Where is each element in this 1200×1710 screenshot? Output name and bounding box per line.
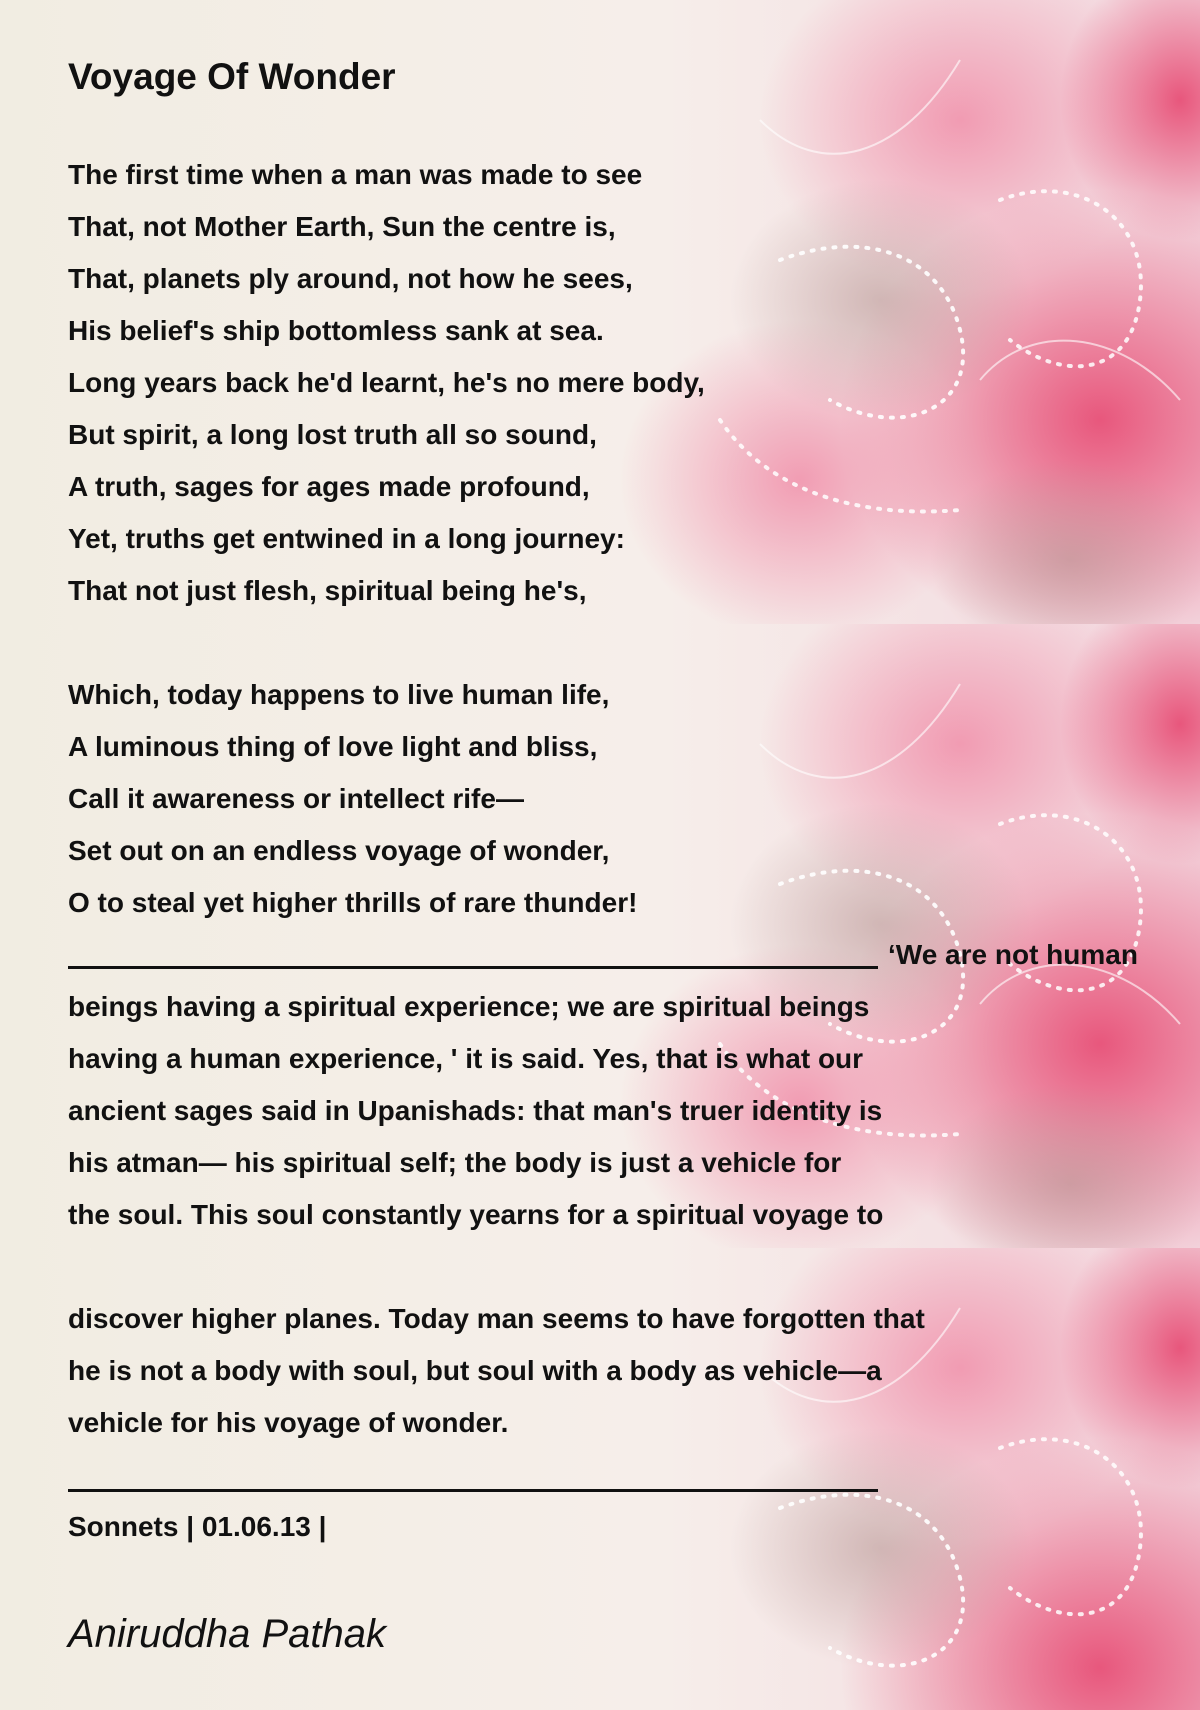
note-line: having a human experience, ' it is said. Yes, that is what our: [68, 1043, 864, 1074]
poem-line: Which, today happens to live human life,: [68, 679, 610, 710]
footer-divider: [68, 1489, 878, 1492]
poem-category-date: Sonnets | 01.06.13 |: [68, 1511, 327, 1542]
note-line: ancient sages said in Upanishads: that man's truer identity is: [68, 1095, 883, 1126]
note-line: beings having a spiritual experience; we are spiritual beings: [68, 991, 870, 1022]
poem-line: A luminous thing of love light and bliss,: [68, 731, 598, 762]
poem-line: Long years back he'd learnt, he's no mere body,: [68, 367, 705, 398]
poem-line: Set out on an endless voyage of wonder,: [68, 835, 610, 866]
poem-line: The first time when a man was made to see: [68, 159, 643, 190]
note-line: discover higher planes. Today man seems to have forgotten that: [68, 1303, 925, 1334]
divider-line: [68, 966, 878, 969]
author-name: Aniruddha Pathak: [68, 1612, 387, 1656]
poem-line: Yet, truths get entwined in a long journey:: [68, 523, 625, 554]
poem-line: His belief's ship bottomless sank at sea.: [68, 315, 604, 346]
poem-line: Call it awareness or intellect rife—: [68, 783, 524, 814]
poem-line: A truth, sages for ages made profound,: [68, 471, 590, 502]
note-line: he is not a body with soul, but soul with a body as vehicle—a: [68, 1355, 882, 1386]
poem-line: But spirit, a long lost truth all so sound,: [68, 419, 597, 450]
note-line: his atman— his spiritual self; the body is just a vehicle for: [68, 1147, 842, 1178]
note-line: vehicle for his voyage of wonder.: [68, 1407, 509, 1438]
note-line: the soul. This soul constantly yearns for a spiritual voyage to: [68, 1199, 884, 1230]
poem-line: That, not Mother Earth, Sun the centre is,: [68, 211, 616, 242]
poem-line: O to steal yet higher thrills of rare thunder!: [68, 887, 638, 918]
note-start: ‘We are not human: [888, 939, 1138, 970]
poem-line: That not just flesh, spiritual being he's,: [68, 575, 587, 606]
poem-title: Voyage Of Wonder: [68, 56, 396, 97]
poem-line: That, planets ply around, not how he sees,: [68, 263, 633, 294]
